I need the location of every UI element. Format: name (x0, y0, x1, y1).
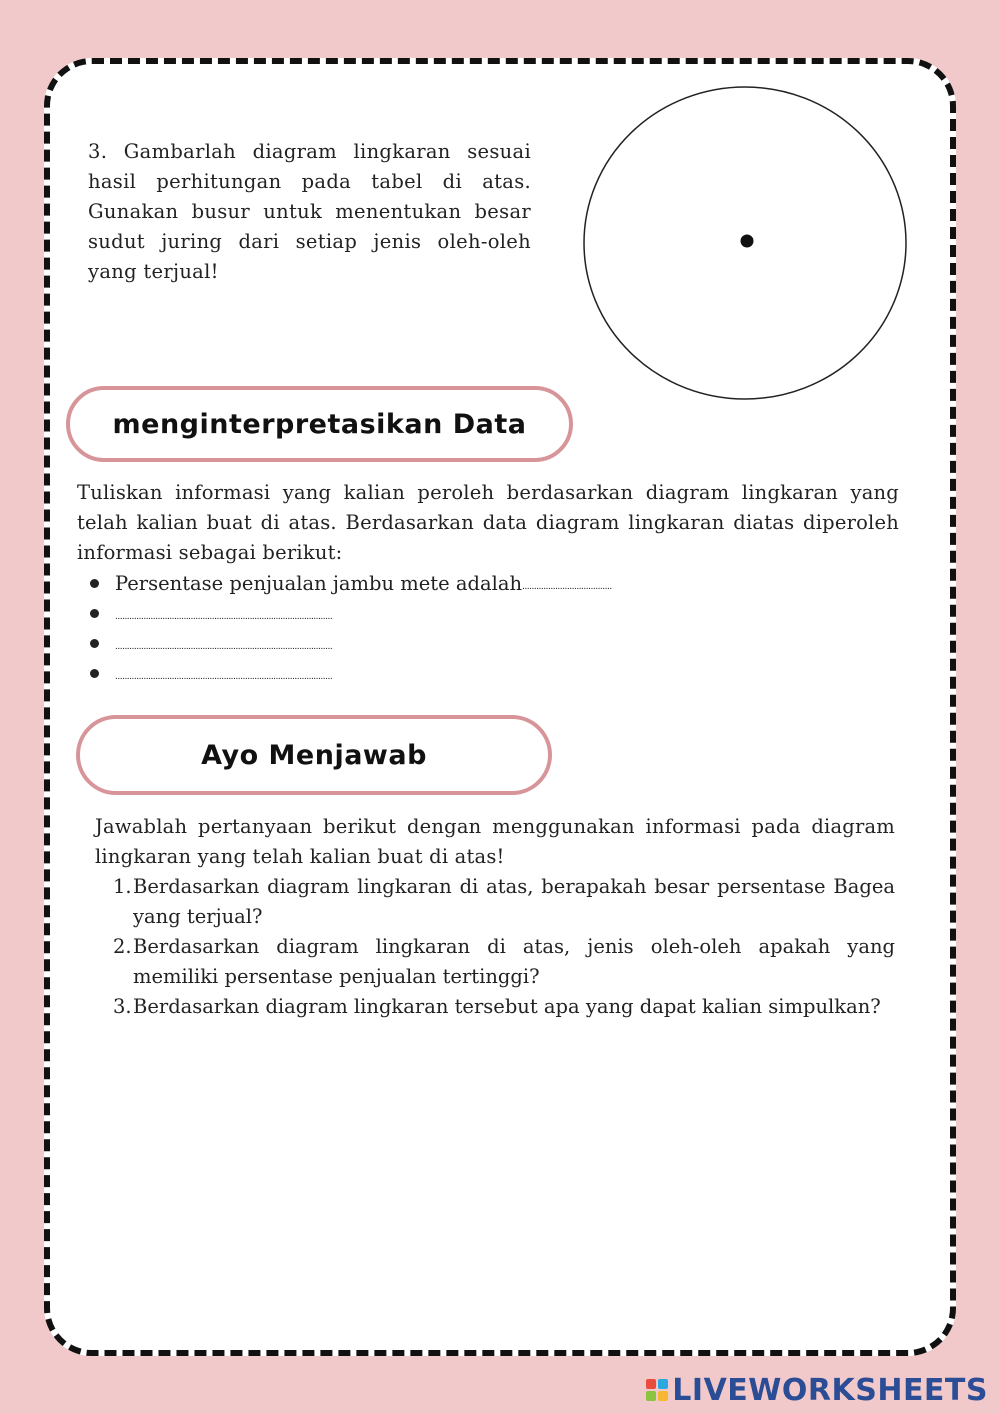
bullet-text: Persentase penjualan jambu mete adalah (115, 571, 523, 595)
answer-blank[interactable]: ............................................................................................ (115, 612, 333, 622)
question-text: Berdasarkan diagram lingkaran di atas, berapakah besar persentase Bagea yang terjual? (133, 875, 895, 928)
logo-square (646, 1391, 656, 1401)
list-item (88, 568, 688, 598)
logo-icon (646, 1379, 668, 1401)
answer-blank[interactable]: ............................................................................................ (115, 642, 333, 652)
question-number: 2. (113, 935, 132, 958)
liveworksheets-logo (646, 1372, 988, 1408)
bullet-icon (90, 609, 99, 618)
empty-pie-chart-circle[interactable] (583, 86, 909, 404)
bullet-icon (90, 669, 99, 678)
logo-square (658, 1391, 668, 1401)
logo-square (646, 1379, 656, 1389)
question-item (113, 932, 895, 992)
bullet-icon (90, 639, 99, 648)
logo-text: LIVEWORKSHEETS (672, 1372, 988, 1408)
question-text: Berdasarkan diagram lingkaran di atas, jenis oleh-oleh apakah yang memiliki persentase penjualan tertinggi? (133, 935, 895, 988)
list-item (88, 628, 688, 658)
list-item (88, 658, 688, 688)
bullet-icon (90, 579, 99, 588)
answer-blank[interactable]: ............................................................................................ (115, 672, 333, 682)
interpret-bullet-list (88, 568, 688, 688)
section-title-interpret: menginterpretasikan Data (66, 386, 573, 462)
task-3-instruction: 3. Gambarlah diagram lingkaran sesuai hasil perhitungan pada tabel di atas. Gunakan busur untuk menentukan besar sudut juring dari setiap jenis oleh-oleh yang terjual! (88, 140, 531, 283)
circle-center-dot (741, 235, 754, 248)
question-number: 1. (113, 875, 132, 898)
question-list (113, 872, 895, 1022)
question-item (113, 992, 895, 1022)
answer-blank[interactable]: ...................................... (522, 582, 612, 592)
logo-square (658, 1379, 668, 1389)
interpret-intro: Tuliskan informasi yang kalian peroleh berdasarkan diagram lingkaran yang telah kalian buat di atas. Berdasarkan data diagram lingkaran diatas diperoleh informasi sebagai berikut: (77, 481, 899, 564)
list-item (88, 598, 688, 628)
question-text: Berdasarkan diagram lingkaran tersebut apa yang dapat kalian simpulkan? (133, 995, 881, 1018)
section-title-answer: Ayo Menjawab (76, 715, 552, 795)
question-number: 3. (113, 995, 132, 1018)
answer-intro: Jawablah pertanyaan berikut dengan menggunakan informasi pada diagram lingkaran yang telah kalian buat di atas! (95, 815, 895, 868)
question-item (113, 872, 895, 932)
